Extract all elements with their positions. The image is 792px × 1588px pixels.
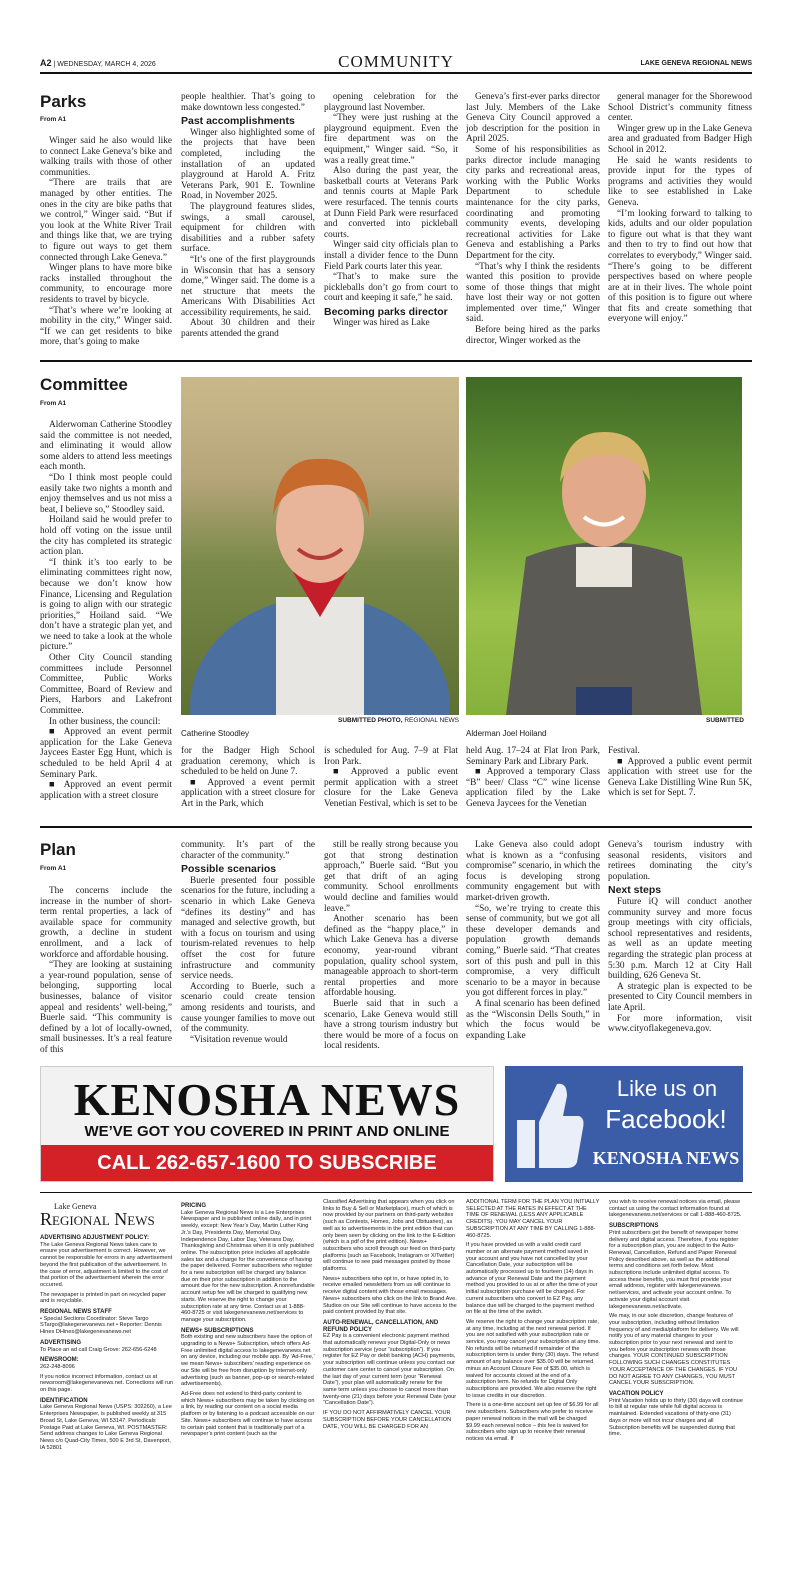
facebook-ad[interactable]: [505, 1066, 743, 1182]
parks-column-3: [324, 92, 458, 346]
paragraph: still be really strong because you got that strong destination approach,” Buerle said. “But you get that drift of an aging community. School enrollments would decline and families would leave.”: [324, 840, 458, 914]
fine-print-text: If you have provided us with a valid credit card number or an alternate payment method saved in your account and you have not cancelled by your Cancellation Date, your subscription will be automatically processed up to fourteen (14) days in advance of your Renewal Date and the payment method you provided to us at or after the time of your initial subscription purchase will be charged. For current subscribers who convert to EZ Pay, any balance due will be charged to the payment method on file at the time of the switch.: [466, 1242, 598, 1316]
fine-print-text: The Lake Geneva Regional News takes care to ensure your advertisement is correct. However, we cannot be responsible for errors in any advertisement beyond the first publication of the advertisement. In the case of error, adjustment is limited to the cost of that portion of the advertisement wherein the error occurred.: [40, 1241, 173, 1288]
fine-print-text: EZ Pay is a convenient electronic payment method that automatically renews your Digital-Only or news subscription service (your “subscription”). If you register for EZ Pay or debit banking (ACH) payments, your subscription will continue unless you contact our customer care center to cancel your subscription. On the last day of your current term (your “Renewal Date”), your plan will automatically renew for the same term unless you choose to cancel more than twenty-one (21) days before your Renewal Date (your “Cancellation Date”).: [323, 1333, 457, 1407]
committee-column-1: [40, 420, 172, 816]
paragraph: opening celebration for the playground last November.: [324, 92, 458, 113]
masthead-small: Lake Geneva: [54, 1202, 97, 1211]
ad-tagline: WE’VE GOT YOU COVERED IN PRINT AND ONLINE: [84, 1123, 450, 1140]
fine-print-text: Classified Advertising that appears when you click on links to Buy & Sell or Marketplace), much of which is now provided by our partners on third-party websites (such as Contests, Homes, Jobs and Obituaries), as well as to advertisements in the print edition that can only been seen by clicking on the link to the E-Edition (which is a pdf of the print edition). News+ subscribers who scroll through our feed on third-party platforms (such as Facebook, Instagram or X/Twitter) will continue to see paid messages posted by those platforms.: [323, 1199, 456, 1273]
paragraph: “It’s one of the first playgrounds in Wisconsin that has a sensory dome,” Winger said. The dome is a net structure that meets the Americans With Disabilities Act accessibility requirements, he said.: [181, 254, 315, 318]
fine-print-text: Ad-Free does not extend to third-party content to which News+ subscribers may be taken by clicking on a link, by reading our content on a social media platform or by listening to a podcast accessible on our Site. News+ subscribers will continue to have access to certain paid content that is traditionally part of a newspaper’s print content (such as the: [181, 1390, 315, 1438]
section-rule: [40, 826, 752, 828]
committee-text: ■ Approved a public event permit application with street use for the Geneva Lake Distilling Wine Run 5K, which is set for Sept. 7.: [608, 756, 752, 799]
paragraph: Another scenario has been defined as the “happy place,” in which Lake Geneva has a diverse economy, year-round vibrant population, quality school system, manageable approach to short-term rental properties and more affordable housing.: [324, 914, 458, 999]
plan-column-1: [40, 886, 172, 1056]
fine-print-heading: VACATION POLICY: [609, 1390, 664, 1397]
parks-jump: From A1: [40, 116, 67, 123]
paragraph: Lake Geneva also could adopt what is known as a “confusing compromise” scenario, in which the focus is developing strong community engagement but with market-driven growth.: [466, 840, 600, 903]
paragraph: Also during the past year, the basketball courts at Veterans Park and tennis courts at Maple Park were resurfaced. The tennis courts at Dunn Field Park were resurfaced and converted into pickleball courts.: [324, 166, 458, 240]
fine-print-heading: ADVERTISING: [40, 1339, 82, 1346]
ad-logo-2: KENOSHA NEWS: [592, 1148, 740, 1168]
paragraph: “They are looking at sustaining a year-round population, sense of belonging, supporting local businesses, balance of visitor appeal and residents’ well-being,” Buerle said. “This community is defined by a lot of locally-owned, small businesses. It’s a real feature of this: [40, 960, 172, 1055]
paragraph: A final scenario has been defined as the “Wisconsin Dells South,” in which the focus would be expanding Lake: [466, 998, 600, 1041]
parks-column-1: [40, 136, 172, 346]
fine-print-heading: NEWSROOM:: [40, 1357, 79, 1364]
portrait-man: [466, 377, 742, 715]
paragraph: ■ Approved an event permit application for the Lake Geneva Jaycees Easter Egg Hunt, which is scheduled to be held April 4 at Seminary Park.: [40, 727, 172, 780]
fine-print-col-5: [609, 1199, 743, 1512]
committee-column-3: [324, 746, 458, 816]
committee-text: ■ Approved a public event permit application with a street closure for the Lake Geneva Venetian Festival, which is set to be: [324, 767, 458, 809]
fine-print-text: Lake Geneva Regional News is a Lee Enterprises Newspaper and is published online daily, and in print weekly, except: New Year’s Day, Martin Luther King Jr.’s Day, Presidents Day, Memorial Day, Independence Day, Labor Day, Veterans Day, Thanksgiving and Christmas when it is only published online. The subscription price includes all applicable sales tax and a charge for the convenience of having the paper delivered. Former subscribers who register for a new subscription will be charged any balance due on their prior subscription in addition to the amount due for the new subscription. A nonrefundable account setup fee will be charged to qualifying new starts. We reserve the right to change your subscription rate at any time. Contact us at 1-888-460-8725 or visit lakegenevanews.net/services to manage your subscription.: [181, 1209, 315, 1323]
plan-subhead: Possible scenarios: [181, 863, 277, 876]
fine-print-heading: AUTO-RENEWAL, CANCELLATION, AND REFUND POLICY: [323, 1319, 439, 1333]
fine-print-heading: PRICING: [181, 1203, 207, 1209]
ad-line-1: Like us on: [616, 1076, 718, 1101]
fine-print-text: Lake Geneva Regional News (USPS: 302260), a Lee Enterprises Newspaper, is published weekly at 315 Broad St, Lake Geneva, WI 53147. Periodicals Postage Paid at Lake Geneva, WI. POSTMASTER: Send address changes to Lake Geneva Regional News c/o Quad-City Times, 500 E 3rd St, Davenport, IA 52801: [40, 1404, 172, 1451]
paragraph: For more information, visit www.cityoflakegeneva.gov.: [608, 1013, 752, 1035]
fine-print-text: There is a one-time account set up fee of $6.99 for all new subscribers. Subscribers who prefer to receive paper renewal notices in the mail will be charged $9.99 each renewal notice – this fee is waived for subscribers who sign up to receive their renewal notices via email. If: [466, 1402, 599, 1442]
plan-column-4: [466, 840, 600, 1056]
fine-print-text: If you notice incorrect information, contact us at newsroom@lakegenevanews.net. Corrections will run on this page.: [40, 1373, 174, 1394]
parks-column-5: [608, 92, 752, 346]
photo-credit-1: SUBMITTED PHOTO, REGIONAL NEWS: [338, 717, 459, 724]
fine-print-text: News+ subscribers who opt in, or have opted in, to receive emailed newsletters from us will continue to receive digital content with those email messages. News+ subscribers who click on the link to Brand Ave. Studios on our Site will continue to have access to the paid content provided by that site.: [323, 1275, 457, 1316]
masthead: [40, 1202, 180, 1230]
plan-jump: From A1: [40, 865, 67, 872]
fine-print-col-2: [181, 1199, 315, 1512]
paragraph: A strategic plan is expected to be presented to City Council members in late April.: [608, 981, 752, 1013]
thumbs-up-icon: [513, 1076, 585, 1172]
portrait-woman: [181, 377, 459, 715]
paragraph: Winger also highlighted some of the projects that have been completed, including the installation of an updated playground at Harold A. Fritz Veterans Park, 901 E. Townline Road, in November 2025.: [181, 127, 315, 202]
parks-text: people healthier. That’s going to make downtown less congested.”: [181, 92, 315, 113]
parks-column-2: [181, 92, 315, 346]
paragraph: Other City Council standing committees include Personnel Committee, Public Works Committee, Board of Review and Piers, Harbors and Lakefront Committee.: [40, 653, 172, 717]
committee-jump: From A1: [40, 400, 67, 407]
fine-print-heading: ADVERTISING ADJUSTMENT POLICY:: [40, 1235, 150, 1241]
paragraph: In other business, the council:: [49, 716, 161, 727]
photo-catherine-stoodley: [181, 377, 459, 715]
fine-print-text: IF YOU DO NOT AFFIRMATIVELY CANCEL YOUR SUBSCRIPTION BEFORE YOUR CANCELLATION DATE, YOU WILL BE CHARGED FOR AN: [323, 1410, 452, 1430]
paragraph: “That’s where we’re looking at mobility in the city,” Winger said. “If we can get residents to bike more, that’s going to make: [40, 305, 172, 346]
fine-print-col-4: [466, 1199, 600, 1512]
committee-column-2: [181, 746, 315, 816]
plan-column-5: [608, 840, 752, 1056]
parks-subhead: Past accomplishments: [181, 115, 295, 128]
fine-print-text: We reserve the right to change your subscription rate, at any time, including at the next renewal period. If you are not satisfied with your subscription rate or service, you may cancel your subscription at any time. No refunds will be returned if remainder of the subscription term is under thirty (30) days. The refund amount of any balance over $35.00 will be returned minus an Account Closure Fee of $35.00, which is waived for accounts closed at the end of a subscription term. No refunds for Digital Only subscriptions are provided. We also reserve the right to issue credits in our discretion.: [466, 1318, 600, 1399]
committee-text: Festival.: [608, 746, 640, 756]
fine-print-heading: SUBSCRIPTIONS: [609, 1223, 659, 1230]
photo-caption-1: Catherine Stoodley: [181, 729, 250, 738]
paragraph: The playground features slides, swings, a small carousel, equipment for children with disabilities and a rubber safety surface.: [181, 201, 315, 255]
paragraph: Winger plans to have more bike racks installed throughout the community, to encourage more residents to travel by bicycle.: [40, 263, 172, 305]
committee-text: is scheduled for Aug. 7–9 at Flat Iron Park.: [324, 746, 458, 767]
committee-column-5: [608, 746, 752, 816]
fine-print-heading: REGIONAL NEWS STAFF: [40, 1309, 112, 1316]
fine-print-col-1: [40, 1231, 174, 1511]
paragraph: “Visitation revenue would: [190, 1034, 288, 1045]
paragraph: Hoiland said he would prefer to hold off voting on the issue until the city has completed its strategic action plan.: [40, 515, 172, 558]
subscribe-cta-button[interactable]: CALL 262-657-1600 TO SUBSCRIBE: [41, 1145, 493, 1181]
paragraph: Winger grew up in the Lake Geneva area and graduated from Badger High School in 2012.: [608, 123, 752, 155]
photo-joel-hoiland: [466, 377, 742, 715]
page-folio: A2 | WEDNESDAY, MARCH 4, 2026: [40, 58, 156, 68]
parks-subhead-2: Becoming parks director: [324, 305, 448, 318]
section-rule: [40, 360, 752, 362]
fine-print-text: Print subscribers get the benefit of newspaper home delivery and digital access. Therefore, if you register for a subscription plan, you are subject to the Auto-Renewal, Cancellation, Refund and Paper Renewal Policy described above, as well as the additional terms and conditions set forth below. Most subscriptions include unlimited digital access. To access these benefits, you must first provide your email address, register with lakegenevanews. net/services, and activate your account online. To activate your digital account visit lakegenevanews.net/activate.: [609, 1229, 739, 1310]
paragraph: “There are trails that are managed by other entities. The ones in the city are bike paths that we control,” Winger said. “But if you look at the White River Trail and things like that, we are trying to figure out ways to get them connected through Lake Geneva.”: [40, 178, 172, 263]
paragraph: Buerle presented four possible scenarios for the future, including a scenario in which Lake Geneva “defines its destiny” and has managed and selective growth, but with a focus on tourism and using tourism-related revenues to help offset the cost for future infrastructure and community service needs.: [181, 875, 315, 982]
photo-caption-2: Alderman Joel Hoiland: [466, 729, 547, 738]
committee-headline: Committee: [40, 375, 128, 394]
kenosha-news-ad[interactable]: [40, 1066, 494, 1182]
section-title: COMMUNITY: [338, 52, 454, 71]
fine-print-text: ADDITIONAL TERM FOR THE PLAN YOU INITIALLY SELECTED AT THE RATES IN EFFECT AT THE TIME OF RENEWAL (LESS ANY APPLICABLE CREDITS). YOU MAY CANCEL YOUR SUBSCRIPTION AT ANY TIME BY CALLING 1-888-460-8725.: [466, 1199, 600, 1239]
masthead-big: Regional News: [40, 1209, 155, 1229]
ad-logo: KENOSHA NEWS: [73, 1074, 461, 1125]
plan-text: community. It’s part of the character of the community.”: [181, 840, 315, 861]
header-rule: [40, 72, 752, 74]
fine-print-text: you wish to receive renewal notices via email, please contact us using the contact information found at lakegenevanews.net/services or call 1-888-460-8725.: [609, 1199, 742, 1219]
fine-print-text: 262-248-8096: [40, 1363, 75, 1370]
fine-print-text: The newspaper is printed in part on recycled paper and is recyclable.: [40, 1291, 166, 1305]
paragraph: The concerns include the increase in the number of short-term rental properties, a lack of available space for community growth, a decline in student enrollment, and a lack of workforce and affordable housing.: [40, 886, 172, 960]
paragraph: According to Buerle, such a scenario could create tension among residents and tourists, and cause younger families to move out of the community.: [181, 981, 315, 1035]
parks-column-4: [466, 92, 600, 346]
paragraph: “That’s to make sure the pickleballs don’t go from court to court and keeping it safe,” he said.: [324, 272, 458, 304]
parks-headline: Parks: [40, 92, 87, 111]
paragraph: He said he wants residents to provide input for the types of programs and activities they would like to see established in Lake Geneva.: [608, 155, 752, 208]
ad-line-2: Facebook!: [605, 1104, 727, 1134]
paragraph: general manager for the Shorewood School District’s community fitness center.: [608, 92, 752, 124]
fine-print-heading: IDENTIFICATION: [40, 1397, 88, 1404]
paragraph: “Do I think most people could easily take two nights a month and enjoy themselves and us not miss a beat, I believe so,” Stoodley said.: [40, 472, 172, 515]
fine-print-text: We may, in our sole discretion, change features of your subscription, including without limitation frequency of and media/platform for delivery. We will notify you of any material changes to your subscription prior to your next renewal and sent to you before your subscription renews with those changes. YOUR CONTINUED SUBSCRIPTION FOLLOWING SUCH CHANGES CONSTITUTES YOUR ACCEPTANCE OF THE CHANGES. IF YOU DO NOT AGREE TO ANY CHANGES, YOU MUST CANCEL YOUR SUBSCRIPTION.: [609, 1313, 739, 1387]
plan-column-2: [181, 840, 315, 1056]
paragraph: Alderwoman Catherine Stoodley said the committee is not needed, and eliminating it would allow some alders to attend less meetings each month.: [40, 420, 172, 473]
paragraph: Some of his responsibilities as parks director include managing city parks and recreational areas, working with the Public Works Department to schedule maintenance for the city parks, coordinating and promoting community events, developing recreational activities for Lake Geneva and establishing a Parks Department for the city.: [466, 144, 600, 261]
fine-print-text: To Place an ad call Craig Grove: 262-656-6248: [40, 1346, 157, 1353]
plan-column-3: [324, 840, 458, 1056]
fine-print-text: Both existing and new subscribers have the option of upgrading to a News+ Subscription, which offers Ad-Free unlimited digital access to lakegenevanews.net on any device, including our mobile app. By ‘Ad-Free,’ we mean News+ subscribers’ reading experience on our Site will be free from disruption by internet-only advertising (such as banner, pop-up or search-related advertisements).: [181, 1334, 315, 1388]
paragraph: “That’s why I think the residents wanted this position to provide some of those things that might have lost their way or not gotten implemented over time,” Winger said.: [466, 261, 600, 325]
committee-column-4: [466, 746, 600, 816]
plan-subhead-2: Next steps: [608, 884, 662, 897]
fine-print-heading: NEWS+ SUBSCRIPTIONS: [181, 1327, 254, 1334]
fine-print-text: Print Vacation holds up to thirty (30) days will continue to bill at regular rate while full digital access is maintained. Extended vacations of thirty-one (31) days or more will not incur charges and all Subscription benefits will be suspended during that time.: [609, 1397, 743, 1438]
paragraph: “They were just rushing at the playground equipment. Even the fire department was on the equipment,” Winger said. “So, it was a really great time.”: [324, 113, 458, 166]
committee-text: ■ Approved a temporary Class “B” beer/ Class “C” wine license application filed by the Lake Geneva Jaycees for the Venetian: [466, 767, 600, 809]
paragraph: Geneva’s first-ever parks director last July. Members of the Lake Geneva City Council approved a job description for the position in April 2025.: [466, 92, 600, 145]
plan-text: Geneva’s tourism industry with seasonal residents, visitors and retirees dominating the city’s population.: [608, 840, 752, 882]
fine-print-text: • Special Sections Coordinator: Steve Targo STargo@lakegenevanews.net • Reporter: Dennis Hines DHines@lakegenevanews.net: [40, 1315, 162, 1336]
paragraph: Winger said city officials plan to install a divider fence to the Dunn Field Park courts later this year.: [324, 240, 458, 272]
committee-text: for the Badger High School graduation ceremony, which is scheduled to be held on June 7.: [181, 746, 315, 778]
paragraph: ■ Approved an event permit application with a street closure: [40, 780, 172, 801]
fine-print-col-3: [323, 1199, 457, 1512]
paragraph: Future iQ will conduct another community survey and more focus group meetings with city officials, school representatives and residents, as well as an update meeting regarding the strategic plan process at 5:30 p.m. March 12 at City Hall building, 626 Geneva St.: [608, 896, 752, 982]
paragraph: “I’m looking forward to talking to kids, adults and our older population to figure out what is that they want and then to try to find out how that correlates to everybody,” Winger said. “There’s going to be different perspectives based on where people are at in their lives. The whole point of this position is to figure out where that fits and create something that everyone will enjoy.”: [608, 208, 752, 325]
paragraph: “So, we’re trying to create this sense of community, but we got all these developer demands and population growth demands coming,” Buerle said. “That creates sort of this push and pull in this compromise, a very difficult scenario to be a mayor in because you got different forces in play.”: [466, 903, 600, 999]
plan-headline: Plan: [40, 840, 76, 859]
paragraph: Before being hired as the parks director, Winger worked as the: [466, 325, 600, 346]
paragraph: “I think it’s too early to be eliminating committees right now, because we don’t know how Finance, Licensing and Regulation is going to align with our strategic priorities,” Hoiland said. “We don’t have a strategic plan yet, and we need to take a look at the whole picture.”: [40, 557, 172, 653]
committee-text: held Aug. 17–24 at Flat Iron Park, Seminary Park and Library Park.: [466, 746, 600, 767]
paragraph: Winger said he also would like to connect Lake Geneva’s bike and walking trails with those of other communities.: [40, 136, 172, 178]
parks-text: Winger was hired as Lake: [333, 318, 430, 329]
paper-name: LAKE GENEVA REGIONAL NEWS: [640, 60, 752, 67]
committee-text: ■ Approved a event permit application with a street closure for Art in the Park, which: [181, 777, 315, 809]
fine-print-rule: [40, 1192, 752, 1193]
paragraph: About 30 children and their parents attended the grand: [181, 318, 315, 340]
paragraph: Buerle said that in such a scenario, Lake Geneva would still have a strong tourism industry but there would be more of a focus on local residents.: [324, 998, 458, 1052]
photo-credit-2: SUBMITTED: [706, 717, 744, 724]
